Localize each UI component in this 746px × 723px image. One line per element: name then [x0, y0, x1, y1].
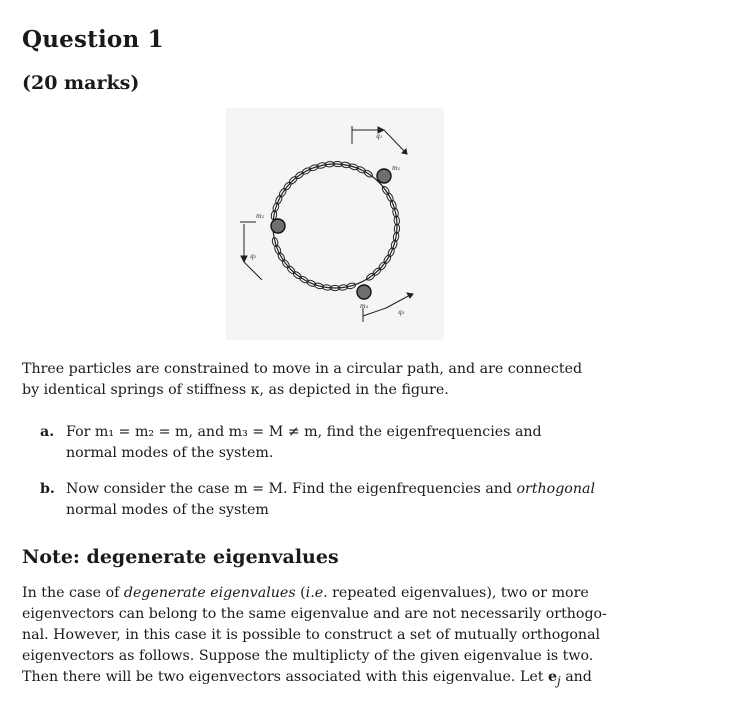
note-paragraph	[22, 583, 652, 692]
q2-arrowhead	[241, 256, 247, 262]
label-m1: m₁	[392, 165, 401, 172]
label-q3: q₃	[398, 309, 405, 316]
note-l5-post: and	[560, 669, 592, 685]
note-l5-e: e	[547, 669, 558, 685]
q3-arrow	[386, 294, 412, 308]
spring-ring-figure	[226, 108, 444, 340]
item-b-line-1: Now consider the case m = M. Find the eigenfrequencies and	[66, 481, 517, 497]
question-marks: (20 marks)	[22, 72, 140, 94]
note-l5-sub: j	[557, 673, 561, 688]
item-a-line-2: normal modes of the system.	[66, 445, 274, 461]
intro-line-1: Three particles are constrained to move in a circular path, and are connected	[22, 361, 583, 377]
ring-path	[273, 164, 397, 288]
note-title: Note: degenerate eigenvalues	[22, 546, 339, 568]
q2-arrow-tail	[244, 262, 262, 280]
intro-paragraph	[22, 359, 652, 401]
figure-svg	[226, 108, 444, 340]
item-a-label: a.	[40, 424, 55, 440]
note-line-2: eigenvectors can belong to the same eigenvalue and are not necessarily orthogo-	[22, 606, 607, 622]
note-l1-mid: (	[295, 585, 306, 601]
note-l1-pre: In the case of	[22, 585, 124, 601]
label-m2: m₂	[256, 213, 265, 220]
note-l1-ie: i.e.	[305, 585, 328, 601]
note-l1-em: degenerate eigenvalues	[123, 585, 296, 601]
intro-line-2: by identical springs of stiffness κ, as depicted in the figure.	[22, 382, 449, 398]
q3-arrowhead	[407, 293, 413, 298]
q1-arrow-side	[384, 130, 407, 154]
mass-m3	[357, 285, 371, 299]
item-b-label: b.	[40, 481, 55, 497]
note-line-4: eigenvectors as follows. Suppose the multiplicty of the given eigenvalue is two.	[22, 648, 594, 664]
label-q2: q₂	[250, 253, 257, 260]
item-a-line-1: For m₁ = m₂ = m, and m₃ = M ≠ m, find the eigenfrequencies and	[66, 424, 542, 440]
note-l5-pre: Then there will be two eigenvectors associated with this eigenvalue. Let	[22, 669, 548, 685]
item-a	[40, 422, 648, 464]
note-l1-post: repeated eigenvalues), two or more	[327, 585, 589, 601]
item-b	[40, 479, 648, 521]
question-title: Question 1	[22, 26, 164, 53]
mass-m1	[377, 169, 391, 183]
note-line-3: nal. However, in this case it is possible to construct a set of mutually orthogonal	[22, 627, 601, 643]
label-q1: q₁	[376, 133, 383, 140]
mass-m2	[271, 219, 285, 233]
label-m3: m₃	[360, 303, 369, 310]
item-b-line-2: normal modes of the system	[66, 502, 269, 518]
item-b-emphasis: orthogonal	[516, 481, 595, 497]
